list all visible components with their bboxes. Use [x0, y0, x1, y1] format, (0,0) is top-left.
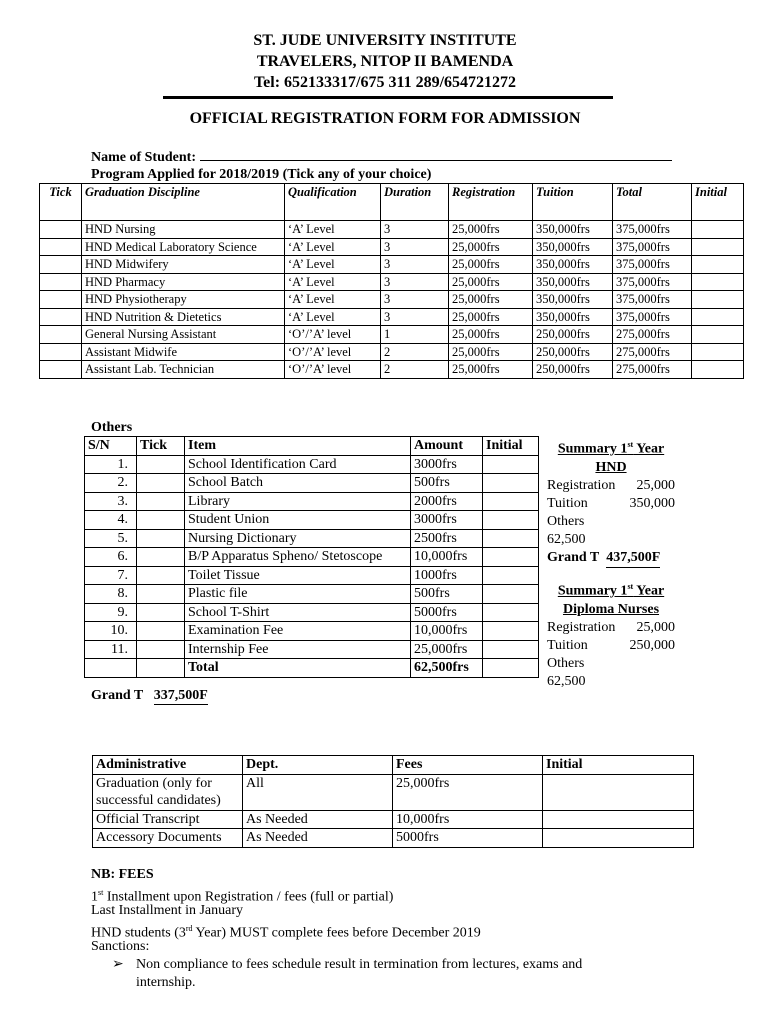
program-row: [40, 256, 744, 274]
tuition-cell: 250,000frs: [533, 361, 613, 379]
program-row: [40, 221, 744, 239]
others-row: [85, 492, 539, 511]
initial-cell[interactable]: [483, 474, 539, 493]
discipline-cell: HND Pharmacy: [82, 273, 285, 291]
summary-hnd-others-label: Others: [547, 513, 585, 529]
duration-cell: 3: [381, 273, 449, 291]
item-cell: School Batch: [185, 474, 411, 493]
amount-cell: 25,000frs: [411, 640, 483, 659]
amount-cell: 2000frs: [411, 492, 483, 511]
col-amount: Amount: [411, 437, 483, 456]
sn-cell: 5.: [85, 529, 137, 548]
admin-row: [93, 829, 694, 848]
fees-cell: 5000frs: [393, 829, 543, 848]
total-cell: 375,000frs: [613, 238, 692, 256]
tuition-cell: 350,000frs: [533, 291, 613, 309]
sn-cell: 10.: [85, 622, 137, 641]
qualification-cell: ‘O’/’A’ level: [285, 361, 381, 379]
admin-row: [93, 810, 694, 829]
initial-cell[interactable]: [692, 291, 744, 309]
dept-cell: All: [243, 774, 393, 810]
program-label: Program Applied for 2018/2019 (Tick any of your choice): [91, 167, 432, 182]
summary-diploma-tuition: Tuition 250,000: [547, 637, 675, 653]
col-initial: Initial: [692, 184, 744, 221]
item-cell: School T-Shirt: [185, 603, 411, 622]
discipline-cell: HND Nutrition & Dietetics: [82, 308, 285, 326]
qualification-cell: ‘A’ Level: [285, 273, 381, 291]
grand-total-label: Grand T: [91, 688, 144, 703]
program-row: [40, 291, 744, 309]
col-qualification: Qualification: [285, 184, 381, 221]
item-cell: Toilet Tissue: [185, 566, 411, 585]
others-total-label: Total: [185, 659, 411, 678]
discipline-cell: HND Nursing: [82, 221, 285, 239]
tick-cell[interactable]: [137, 603, 185, 622]
duration-cell: 2: [381, 361, 449, 379]
tick-cell[interactable]: [40, 238, 82, 256]
others-row: [85, 603, 539, 622]
program-row: [40, 308, 744, 326]
initial-cell[interactable]: [692, 343, 744, 361]
tick-cell[interactable]: [40, 291, 82, 309]
sn-cell: 8.: [85, 585, 137, 604]
others-label: Others: [91, 420, 133, 435]
grand-total-value: 337,500F: [153, 688, 208, 703]
summary-hnd-title: Summary 1st Year: [557, 440, 665, 457]
item-cell: Internship Fee: [185, 640, 411, 659]
initial-cell[interactable]: [483, 622, 539, 641]
program-row: [40, 273, 744, 291]
tick-cell[interactable]: [40, 326, 82, 344]
others-row: [85, 640, 539, 659]
others-row: [85, 548, 539, 567]
summary-hnd: [547, 436, 675, 568]
initial-cell[interactable]: [483, 640, 539, 659]
admin-row: [93, 774, 694, 810]
tick-cell[interactable]: [137, 622, 185, 641]
program-table: [39, 183, 744, 379]
notes-bullet-line-1: Non compliance to fees schedule result in termination from lectures, exams and: [136, 957, 583, 972]
initial-cell[interactable]: [692, 256, 744, 274]
col-sn: S/N: [85, 437, 137, 456]
col-total: Total: [613, 184, 692, 221]
initial-cell[interactable]: [483, 566, 539, 585]
col-discipline: Graduation Discipline: [82, 184, 285, 221]
initial-cell[interactable]: [543, 829, 694, 848]
student-name-field[interactable]: [91, 148, 672, 166]
item-cell: B/P Apparatus Spheno/ Stetoscope: [185, 548, 411, 567]
admin-item-cell: Official Transcript: [93, 810, 243, 829]
col-item: Item: [185, 437, 411, 456]
institution-address: TRAVELERS, NITOP II BAMENDA: [256, 53, 514, 70]
sn-cell: 7.: [85, 566, 137, 585]
col-initial: Initial: [543, 756, 694, 775]
others-row: [85, 529, 539, 548]
institution-phone: Tel: 652133317/675 311 289/654721272: [253, 74, 517, 91]
duration-cell: 3: [381, 221, 449, 239]
summary-diploma-title: Summary 1st Year: [557, 582, 665, 599]
tick-cell[interactable]: [137, 566, 185, 585]
initial-cell[interactable]: [692, 326, 744, 344]
others-total-row: [85, 659, 539, 678]
qualification-cell: ‘A’ Level: [285, 256, 381, 274]
tuition-cell: 250,000frs: [533, 343, 613, 361]
program-row: [40, 361, 744, 379]
registration-cell: 25,000frs: [449, 238, 533, 256]
initial-cell[interactable]: [543, 810, 694, 829]
others-grand-total: [91, 687, 208, 705]
total-cell: 375,000frs: [613, 308, 692, 326]
initial-cell[interactable]: [692, 361, 744, 379]
col-tick: Tick: [137, 437, 185, 456]
discipline-cell: HND Medical Laboratory Science: [82, 238, 285, 256]
col-registration: Registration: [449, 184, 533, 221]
initial-cell[interactable]: [692, 273, 744, 291]
notes-sanctions: Sanctions:: [91, 939, 150, 954]
tick-cell[interactable]: [137, 455, 185, 474]
summary-hnd-grand: Grand T 437,500F: [547, 549, 675, 568]
qualification-cell: ‘A’ Level: [285, 221, 381, 239]
registration-cell: 25,000frs: [449, 361, 533, 379]
initial-cell[interactable]: [483, 603, 539, 622]
amount-cell: 3000frs: [411, 455, 483, 474]
others-row: [85, 622, 539, 641]
others-row: [85, 585, 539, 604]
dept-cell: As Needed: [243, 810, 393, 829]
others-table-header: [85, 437, 539, 456]
item-cell: Examination Fee: [185, 622, 411, 641]
sn-cell: 1.: [85, 455, 137, 474]
item-cell: Student Union: [185, 511, 411, 530]
registration-cell: 25,000frs: [449, 308, 533, 326]
col-duration: Duration: [381, 184, 449, 221]
total-cell: 275,000frs: [613, 343, 692, 361]
item-cell: Library: [185, 492, 411, 511]
registration-cell: 25,000frs: [449, 273, 533, 291]
initial-cell[interactable]: [692, 238, 744, 256]
col-tick: Tick: [40, 184, 82, 221]
admin-item-cell: Graduation (only for successful candidates): [93, 774, 243, 810]
admin-item-cell: Accessory Documents: [93, 829, 243, 848]
fees-cell: 10,000frs: [393, 810, 543, 829]
qualification-cell: ‘O’/’A’ level: [285, 343, 381, 361]
registration-cell: 25,000frs: [449, 221, 533, 239]
item-cell: School Identification Card: [185, 455, 411, 474]
tick-cell[interactable]: [137, 492, 185, 511]
summary-diploma: [547, 578, 675, 691]
others-row: [85, 474, 539, 493]
others-row: [85, 566, 539, 585]
discipline-cell: Assistant Lab. Technician: [82, 361, 285, 379]
initial-cell[interactable]: [692, 308, 744, 326]
tick-cell[interactable]: [40, 256, 82, 274]
amount-cell: 3000frs: [411, 511, 483, 530]
amount-cell: 5000frs: [411, 603, 483, 622]
summary-hnd-subtitle: HND: [595, 459, 627, 475]
notes-line-3: HND students (3rd Year) MUST complete fees before December 2019: [91, 924, 481, 941]
item-cell: Nursing Dictionary: [185, 529, 411, 548]
summary-hnd-others-value: 62,500: [547, 531, 586, 547]
initial-cell[interactable]: [483, 511, 539, 530]
sn-cell: 9.: [85, 603, 137, 622]
tick-cell[interactable]: [40, 361, 82, 379]
total-cell: 375,000frs: [613, 273, 692, 291]
initial-cell[interactable]: [483, 548, 539, 567]
amount-cell: 500frs: [411, 474, 483, 493]
others-row: [85, 455, 539, 474]
qualification-cell: ‘A’ Level: [285, 291, 381, 309]
total-cell: 375,000frs: [613, 256, 692, 274]
duration-cell: 2: [381, 343, 449, 361]
summary-diploma-subtitle: Diploma Nurses: [562, 601, 660, 617]
program-row: [40, 238, 744, 256]
duration-cell: 1: [381, 326, 449, 344]
student-name-label: Name of Student:: [91, 150, 196, 165]
initial-cell[interactable]: [483, 492, 539, 511]
notes-bullet: [112, 956, 124, 974]
tick-cell[interactable]: [137, 640, 185, 659]
tuition-cell: 350,000frs: [533, 273, 613, 291]
program-row: [40, 343, 744, 361]
others-total-amount: 62,500frs: [411, 659, 483, 678]
col-tuition: Tuition: [533, 184, 613, 221]
admin-table-header: [93, 756, 694, 775]
initial-cell[interactable]: [483, 455, 539, 474]
summary-hnd-registration: Registration 25,000: [547, 477, 675, 493]
tick-cell[interactable]: [137, 659, 185, 678]
qualification-cell: ‘O’/’A’ level: [285, 326, 381, 344]
notes-bullet-line-2: internship.: [136, 975, 196, 990]
sn-cell: 4.: [85, 511, 137, 530]
summary-diploma-registration: Registration 25,000: [547, 619, 675, 635]
tuition-cell: 350,000frs: [533, 238, 613, 256]
amount-cell: 10,000frs: [411, 548, 483, 567]
total-cell: 375,000frs: [613, 221, 692, 239]
notes-line-1: 1st Installment upon Registration / fees (full or partial): [91, 888, 394, 905]
summary-diploma-others-label: Others: [547, 655, 585, 671]
notes-title: NB: FEES: [91, 867, 154, 882]
sn-cell: 2.: [85, 474, 137, 493]
initial-cell[interactable]: [692, 221, 744, 239]
tuition-cell: 350,000frs: [533, 256, 613, 274]
summary-hnd-tuition: Tuition 350,000: [547, 495, 675, 511]
duration-cell: 3: [381, 291, 449, 309]
tick-cell[interactable]: [40, 308, 82, 326]
tick-cell[interactable]: [137, 529, 185, 548]
col-dept: Dept.: [243, 756, 393, 775]
student-name-blank[interactable]: [200, 148, 672, 161]
initial-cell[interactable]: [483, 529, 539, 548]
form-title: OFFICIAL REGISTRATION FORM FOR ADMISSION: [189, 110, 581, 127]
initial-cell[interactable]: [483, 585, 539, 604]
admin-table: [92, 755, 694, 848]
header-divider: [163, 96, 613, 99]
arrow-bullet-icon: ➢: [112, 957, 124, 972]
others-table: [84, 436, 539, 678]
col-fees: Fees: [393, 756, 543, 775]
sn-cell: 3.: [85, 492, 137, 511]
discipline-cell: HND Physiotherapy: [82, 291, 285, 309]
total-cell: 275,000frs: [613, 326, 692, 344]
program-table-header: [40, 184, 744, 221]
tick-cell[interactable]: [137, 585, 185, 604]
registration-cell: 25,000frs: [449, 343, 533, 361]
discipline-cell: Assistant Midwife: [82, 343, 285, 361]
item-cell: Plastic file: [185, 585, 411, 604]
registration-cell: 25,000frs: [449, 326, 533, 344]
tick-cell[interactable]: [137, 548, 185, 567]
tuition-cell: 250,000frs: [533, 326, 613, 344]
tick-cell[interactable]: [40, 221, 82, 239]
notes-line-2: Last Installment in January: [91, 903, 244, 918]
col-administrative: Administrative: [93, 756, 243, 775]
qualification-cell: ‘A’ Level: [285, 238, 381, 256]
tick-cell[interactable]: [137, 474, 185, 493]
col-initial: Initial: [483, 437, 539, 456]
amount-cell: 2500frs: [411, 529, 483, 548]
discipline-cell: HND Midwifery: [82, 256, 285, 274]
duration-cell: 3: [381, 238, 449, 256]
others-row: [85, 511, 539, 530]
initial-cell[interactable]: [543, 774, 694, 810]
dept-cell: As Needed: [243, 829, 393, 848]
tick-cell[interactable]: [137, 511, 185, 530]
tuition-cell: 350,000frs: [533, 221, 613, 239]
amount-cell: 500frs: [411, 585, 483, 604]
institution-name: ST. JUDE UNIVERSITY INSTITUTE: [253, 32, 517, 49]
sn-cell: 6.: [85, 548, 137, 567]
fees-cell: 25,000frs: [393, 774, 543, 810]
amount-cell: 1000frs: [411, 566, 483, 585]
total-cell: 375,000frs: [613, 291, 692, 309]
total-cell: 275,000frs: [613, 361, 692, 379]
tick-cell[interactable]: [40, 343, 82, 361]
duration-cell: 3: [381, 256, 449, 274]
registration-cell: 25,000frs: [449, 291, 533, 309]
sn-cell: 11.: [85, 640, 137, 659]
duration-cell: 3: [381, 308, 449, 326]
tick-cell[interactable]: [40, 273, 82, 291]
program-row: [40, 326, 744, 344]
summary-diploma-others-value: 62,500: [547, 673, 586, 689]
registration-cell: 25,000frs: [449, 256, 533, 274]
amount-cell: 10,000frs: [411, 622, 483, 641]
discipline-cell: General Nursing Assistant: [82, 326, 285, 344]
qualification-cell: ‘A’ Level: [285, 308, 381, 326]
tuition-cell: 350,000frs: [533, 308, 613, 326]
